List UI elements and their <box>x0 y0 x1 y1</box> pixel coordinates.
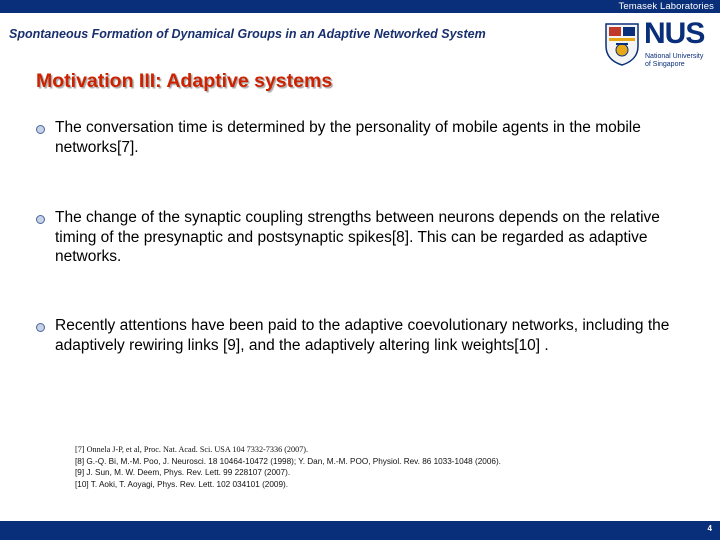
bullet-dot-icon <box>36 215 45 224</box>
reference-item: [7] Onnela J-P, et al, Proc. Nat. Acad. Sci. USA 104 7332-7336 (2007). <box>75 445 309 454</box>
presentation-title: Spontaneous Formation of Dynamical Groups in an Adaptive Networked System <box>9 27 486 41</box>
slide-title: Motivation III: Adaptive systems <box>36 70 333 92</box>
logo-subtitle-line1: National University <box>645 53 704 60</box>
nus-logo <box>604 17 716 72</box>
reference-item: [8] G.-Q. Bi, M.-M. Poo, J. Neurosci. 18 10464-10472 (1998); Y. Dan, M.-M. POO, Physiol. Rev. 86 1033-1048 (2006). <box>75 456 501 466</box>
logo-wordmark: NUS <box>644 17 705 50</box>
logo-subtitle <box>645 53 705 69</box>
reference-item: [9] J. Sun, M. W. Deem, Phys. Rev. Lett. 99 228107 (2007). <box>75 468 291 478</box>
bottom-banner <box>0 521 720 540</box>
bullet-text: The conversation time is determined by the personality of mobile agents in the mobile networks[7]. <box>55 119 641 156</box>
logo-subtitle-line2: of Singapore <box>645 61 685 68</box>
page-number: 4 <box>707 524 712 533</box>
nus-crest-icon <box>604 22 640 66</box>
bullet-dot-icon <box>36 125 45 134</box>
reference-item: [10] T. Aoki, T. Aoyagi, Phys. Rev. Lett. 102 034101 (2009). <box>75 479 289 489</box>
lab-name: Temasek Laboratories <box>618 1 714 12</box>
bullet-dot-icon <box>36 323 45 332</box>
references <box>75 444 695 490</box>
bullet-text: The change of the synaptic coupling strengths between neurons depends on the relative timing of the presynaptic and postsynaptic spikes[8]. This can be regarded as adaptive networks. <box>55 209 660 265</box>
bullet-text: Recently attentions have been paid to the adaptive coevolutionary networks, including the adaptively rewiring links [9], and the adaptively altering link weights[10] . <box>55 317 670 354</box>
top-banner <box>0 0 720 13</box>
